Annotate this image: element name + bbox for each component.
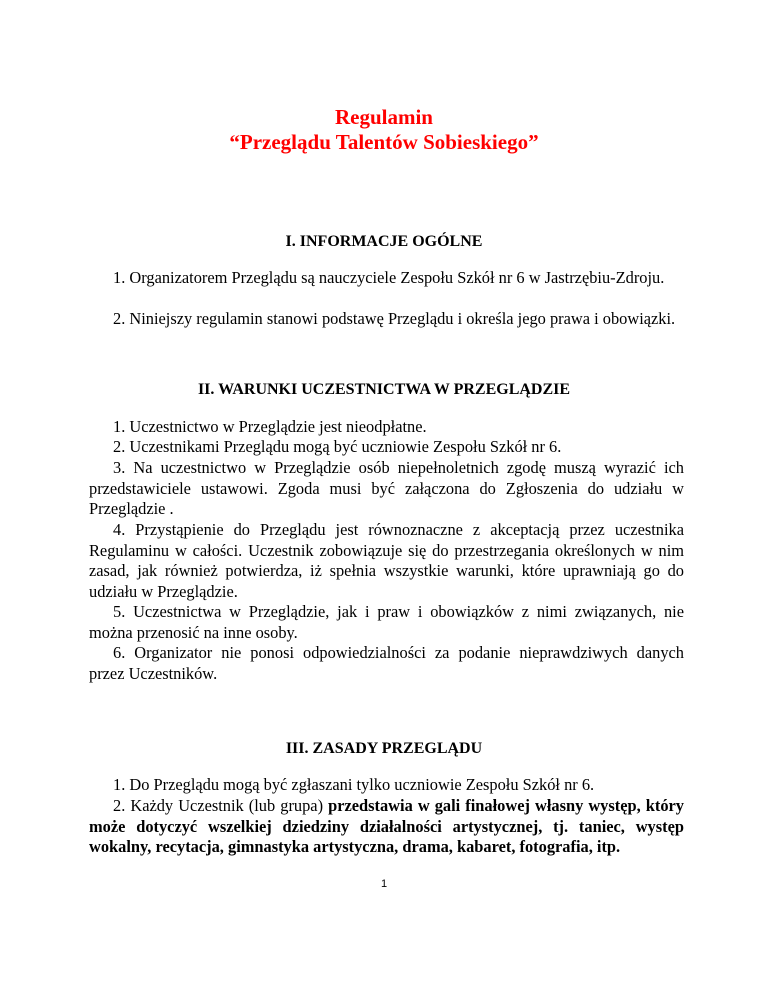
- paragraph-text: 2. Niniejszy regulamin stanowi podstawę Przeglądu i określa jego prawa i obowiązki.: [113, 309, 676, 328]
- section-2-paragraph-4: [89, 520, 684, 602]
- section-2-paragraph-1: [89, 417, 684, 438]
- document-title-line-2: “Przeglądu Talentów Sobieskiego”: [229, 130, 539, 154]
- paragraph-text-bold: przedstawia w gali finałowej własny występ, który może dotyczyć wszelkiej dziedziny działalności artystycznej, tj. taniec, występ wokalny, recytacja, gimnastyka artystyczna, drama, kabaret, fotografia, itp.: [89, 796, 684, 856]
- section-1-paragraph-2: [89, 309, 684, 330]
- paragraph-text: 1. Do Przeglądu mogą być zgłaszani tylko uczniowie Zespołu Szkół nr 6.: [113, 775, 595, 794]
- paragraph-text-normal: 2. Każdy Uczestnik (lub grupa): [113, 796, 329, 815]
- paragraph-text: 4. Przystąpienie do Przeglądu jest równoznaczne z akceptacją przez uczestnika Regulaminu w całości. Uczestnik zobowiązuje się do przestrzegania określonych w nim zasad, jak również potwierdza, iż spełnia wszystkie warunki, które uprawniają go do udziału w Przeglądzie.: [89, 520, 684, 601]
- section-2-paragraph-2: [89, 437, 684, 458]
- paragraph-text: 2. Uczestnikami Przeglądu mogą być uczniowie Zespołu Szkół nr 6.: [113, 437, 562, 456]
- section-2-paragraph-5: [89, 602, 684, 643]
- paragraph-text: 1. Uczestnictwo w Przeglądzie jest nieodpłatne.: [113, 417, 427, 436]
- section-1-paragraph-1: [89, 268, 684, 289]
- document-title-line-1: Regulamin: [334, 105, 433, 129]
- section-3-paragraph-1: [89, 775, 684, 796]
- section-3-paragraph-2: [89, 796, 684, 858]
- section-3-heading: III. ZASADY PRZEGLĄDU: [285, 740, 483, 757]
- paragraph-text: 1. Organizatorem Przeglądu są nauczyciele Zespołu Szkół nr 6 w Jastrzębiu-Zdroju.: [113, 268, 665, 287]
- section-1-heading: I. INFORMACJE OGÓLNE: [285, 233, 483, 250]
- paragraph-text: 6. Organizator nie ponosi odpowiedzialności za podanie nieprawdziwych danych przez Uczestników.: [89, 643, 684, 683]
- section-2-paragraph-6: [89, 643, 684, 684]
- page-number: 1: [380, 878, 388, 890]
- section-2-paragraph-3: [89, 458, 684, 520]
- paragraph-text: 3. Na uczestnictwo w Przeglądzie osób niepełnoletnich zgodę muszą wyrazić ich przedstawiciele ustawowi. Zgoda musi być załączona do Zgłoszenia do udziału w Przeglądzie .: [89, 458, 684, 518]
- paragraph-text: 5. Uczestnictwa w Przeglądzie, jak i praw i obowiązków z nimi związanych, nie można przenosić na inne osoby.: [89, 602, 684, 642]
- section-2-heading: II. WARUNKI UCZESTNICTWA W PRZEGLĄDZIE: [197, 381, 571, 398]
